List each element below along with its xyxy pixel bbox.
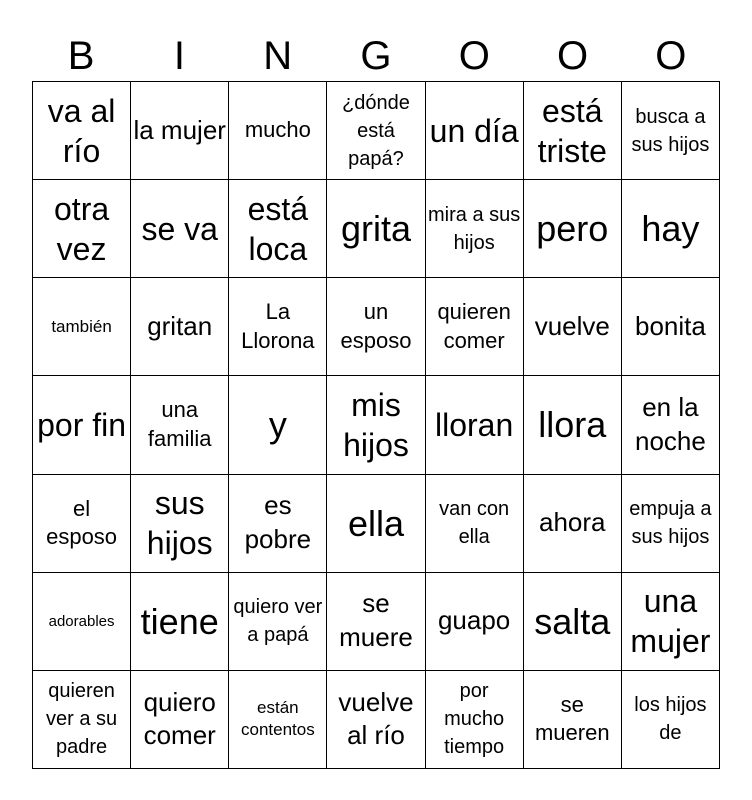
- bingo-cell[interactable]: mucho: [229, 82, 327, 180]
- bingo-cell[interactable]: en la noche: [622, 376, 720, 474]
- bingo-cell[interactable]: un día: [426, 82, 524, 180]
- bingo-cell[interactable]: un esposo: [327, 278, 425, 376]
- bingo-cell[interactable]: la mujer: [131, 82, 229, 180]
- bingo-cell[interactable]: por fin: [33, 376, 131, 474]
- bingo-header: [32, 30, 720, 82]
- bingo-cell[interactable]: está triste: [524, 82, 622, 180]
- bingo-cell[interactable]: se va: [131, 180, 229, 278]
- header-letter-g: G: [360, 34, 392, 78]
- header-letter-i: I: [173, 34, 185, 78]
- bingo-cell[interactable]: vuelve al río: [327, 671, 425, 769]
- bingo-cell[interactable]: está loca: [229, 180, 327, 278]
- header-letter-o3: O: [655, 34, 687, 78]
- bingo-cell[interactable]: adorables: [33, 573, 131, 671]
- bingo-cell[interactable]: busca a sus hijos: [622, 82, 720, 180]
- bingo-cell[interactable]: también: [33, 278, 131, 376]
- bingo-cell[interactable]: van con ella: [426, 475, 524, 573]
- bingo-cell[interactable]: guapo: [426, 573, 524, 671]
- bingo-cell[interactable]: llora: [524, 376, 622, 474]
- bingo-cell[interactable]: y: [229, 376, 327, 474]
- bingo-cell[interactable]: quieren comer: [426, 278, 524, 376]
- bingo-cell[interactable]: empuja a sus hijos: [622, 475, 720, 573]
- bingo-cell[interactable]: el esposo: [33, 475, 131, 573]
- header-letter-o1: O: [458, 34, 490, 78]
- bingo-cell[interactable]: tiene: [131, 573, 229, 671]
- bingo-cell[interactable]: es pobre: [229, 475, 327, 573]
- bingo-cell[interactable]: va al río: [33, 82, 131, 180]
- bingo-cell[interactable]: sus hijos: [131, 475, 229, 573]
- bingo-cell[interactable]: pero: [524, 180, 622, 278]
- bingo-cell[interactable]: por mucho tiempo: [426, 671, 524, 769]
- bingo-cell[interactable]: otra vez: [33, 180, 131, 278]
- bingo-cell[interactable]: mis hijos: [327, 376, 425, 474]
- header-letter-o2: O: [556, 34, 589, 78]
- bingo-cell[interactable]: La Llorona: [229, 278, 327, 376]
- bingo-cell[interactable]: mira a sus hijos: [426, 180, 524, 278]
- bingo-cell[interactable]: ¿dónde está papá?: [327, 82, 425, 180]
- bingo-cell[interactable]: gritan: [131, 278, 229, 376]
- bingo-cell[interactable]: ahora: [524, 475, 622, 573]
- bingo-cell[interactable]: salta: [524, 573, 622, 671]
- bingo-cell[interactable]: bonita: [622, 278, 720, 376]
- bingo-cell[interactable]: lloran: [426, 376, 524, 474]
- bingo-cell[interactable]: vuelve: [524, 278, 622, 376]
- bingo-cell[interactable]: se muere: [327, 573, 425, 671]
- bingo-cell[interactable]: quieren ver a su padre: [33, 671, 131, 769]
- bingo-cell[interactable]: hay: [622, 180, 720, 278]
- bingo-card-grid: [32, 81, 720, 769]
- bingo-cell[interactable]: quiero comer: [131, 671, 229, 769]
- bingo-cell[interactable]: grita: [327, 180, 425, 278]
- bingo-cell[interactable]: se mueren: [524, 671, 622, 769]
- bingo-cell[interactable]: una familia: [131, 376, 229, 474]
- bingo-cell[interactable]: una mujer: [622, 573, 720, 671]
- bingo-cell[interactable]: quiero ver a papá: [229, 573, 327, 671]
- header-letter-n: N: [263, 34, 293, 78]
- bingo-cell[interactable]: están contentos: [229, 671, 327, 769]
- bingo-cell[interactable]: los hijos de: [622, 671, 720, 769]
- header-letter-b: B: [67, 34, 95, 78]
- bingo-cell[interactable]: ella: [327, 475, 425, 573]
